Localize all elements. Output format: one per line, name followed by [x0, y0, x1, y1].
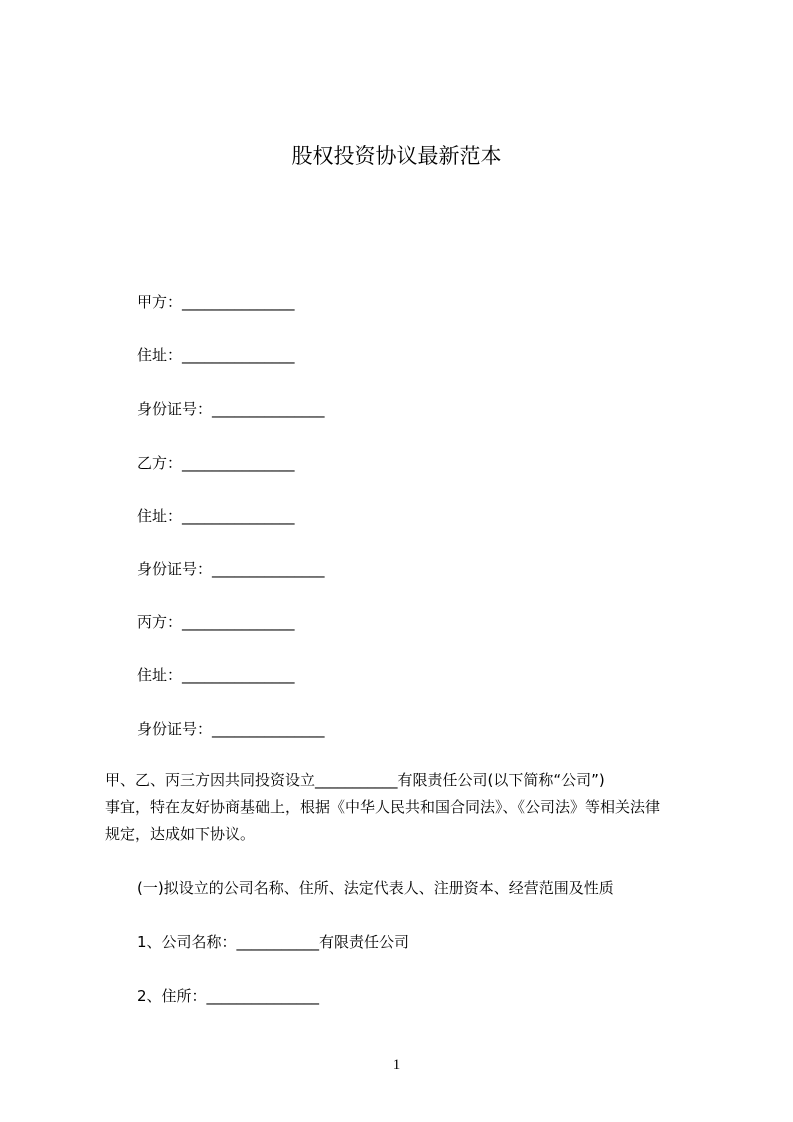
party-b-id-line: 身份证号：_______________	[137, 560, 325, 578]
party-b-address-line: 住址：_______________	[137, 507, 295, 525]
party-c-id-line: 身份证号：_______________	[137, 720, 325, 738]
party-b-name-line: 乙方：_______________	[137, 454, 295, 472]
item-address: 2、住所：_______________	[137, 987, 320, 1005]
item-company-name: 1、公司名称：___________有限责任公司	[137, 933, 410, 951]
party-a-address-line: 住址：_______________	[137, 346, 295, 364]
intro-line: 规定，达成如下协议。	[105, 825, 256, 843]
party-a-name-line: 甲方：_______________	[137, 293, 295, 311]
page-number: 1	[392, 1057, 401, 1073]
section-1-heading: (一)拟设立的公司名称、住所、法定代表人、注册资本、经营范围及性质	[137, 879, 614, 897]
intro-line: 事宜，特在友好协商基础上，根据《中华人民共和国合同法》、《公司法》等相关法律	[105, 798, 661, 816]
document-title: 股权投资协议最新范本	[291, 144, 502, 168]
intro-line: 甲、乙、丙三方因共同投资设立___________有限责任公司(以下简称“公司”)	[105, 771, 605, 789]
intro-paragraph	[105, 767, 705, 848]
party-c-name-line: 丙方：_______________	[137, 613, 295, 631]
party-a-id-line: 身份证号：_______________	[137, 400, 325, 418]
party-c-address-line: 住址：_______________	[137, 666, 295, 684]
